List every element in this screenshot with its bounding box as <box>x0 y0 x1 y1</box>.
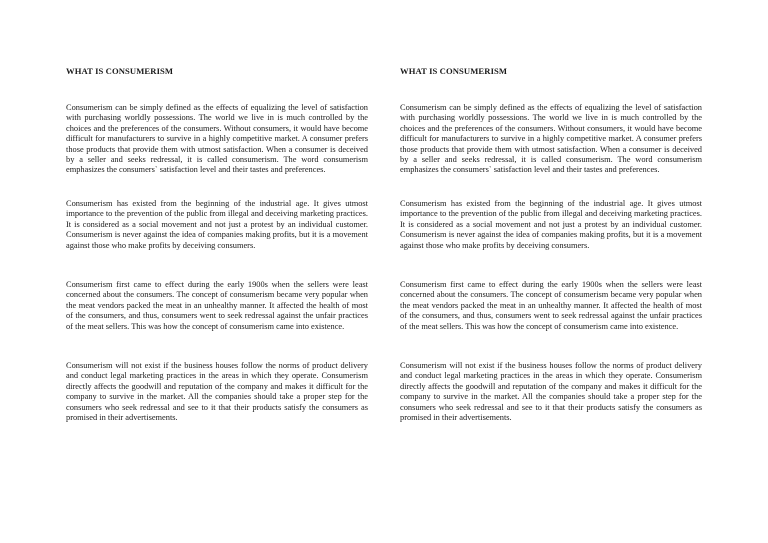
paragraph-origin: Consumerism first came to effect during the early 1900s when the sellers were least concerned about the consumers. The concept of consumerism became very popular when the meat vendors packed the meat in an unhealthy manner. It affected the health of most of the consumers, and thus, consumers went to seek redressal against the unfair practices of the meat sellers. This was how the concept of consumerism came into existence. <box>400 280 702 331</box>
paragraph-history: Consumerism has existed from the beginning of the industrial age. It gives utmost importance to the prevention of the public from illegal and deceiving marketing practices. It is considered as a social movement and not just a protest by an individual customer. Consumerism is never against the idea of companies making profits, but it is a movement against those who make profits by deceiving consumers. <box>400 199 702 250</box>
paragraph-business-norms: Consumerism will not exist if the business houses follow the norms of product delivery and conduct legal marketing practices in the areas in which they operate. Consumerism directly affects the goodwill and reputation of the company and makes it difficult for the company to survive in the market. All the companies should take a proper step for the consumers who seek redressal and see to it that their products satisfy the consumers as promised in their advertisements. <box>400 361 702 423</box>
document-column-right <box>400 0 702 543</box>
paragraph-business-norms: Consumerism will not exist if the business houses follow the norms of product delivery and conduct legal marketing practices in the areas in which they operate. Consumerism directly affects the goodwill and reputation of the company and makes it difficult for the company to survive in the market. All the companies should take a proper step for the consumers who seek redressal and see to it that their products satisfy the consumers as promised in their advertisements. <box>66 361 368 423</box>
paragraph-definition: Consumerism can be simply defined as the effects of equalizing the level of satisfaction with purchasing worldly possessions. The world we live in is much controlled by the choices and the preferences of the consumers. Without consumers, it would have become difficult for manufacturers to survive in a highly competitive market. A consumer prefers those products that provide them with utmost satisfaction. When a consumer is deceived by a seller and seeks redressal, it is called consumerism. The word consumerism emphasizes the consumers` satisfaction level and their tastes and preferences. <box>66 103 368 175</box>
document-heading: WHAT IS CONSUMERISM <box>400 66 508 76</box>
paragraph-history: Consumerism has existed from the beginning of the industrial age. It gives utmost importance to the prevention of the public from illegal and deceiving marketing practices. It is considered as a social movement and not just a protest by an individual customer. Consumerism is never against the idea of companies making profits, but it is a movement against those who make profits by deceiving consumers. <box>66 199 368 250</box>
document-column-left <box>66 0 368 543</box>
paragraph-definition: Consumerism can be simply defined as the effects of equalizing the level of satisfaction with purchasing worldly possessions. The world we live in is much controlled by the choices and the preferences of the consumers. Without consumers, it would have become difficult for manufacturers to survive in a highly competitive market. A consumer prefers those products that provide them with utmost satisfaction. When a consumer is deceived by a seller and seeks redressal, it is called consumerism. The word consumerism emphasizes the consumers` satisfaction level and their tastes and preferences. <box>400 103 702 175</box>
document-heading: WHAT IS CONSUMERISM <box>66 66 174 76</box>
paragraph-origin: Consumerism first came to effect during the early 1900s when the sellers were least concerned about the consumers. The concept of consumerism became very popular when the meat vendors packed the meat in an unhealthy manner. It affected the health of most of the consumers, and thus, consumers went to seek redressal against the unfair practices of the meat sellers. This was how the concept of consumerism came into existence. <box>66 280 368 331</box>
